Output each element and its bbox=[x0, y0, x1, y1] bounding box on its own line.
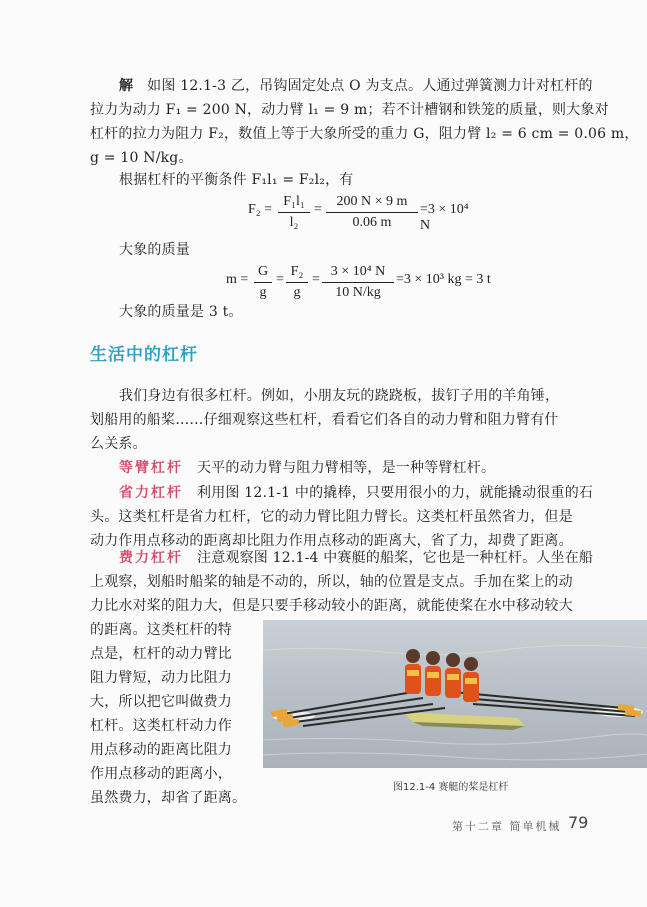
wrap-line-2: 点是，杠杆的动力臂比 bbox=[90, 646, 232, 662]
formula-mass-eq1: = bbox=[276, 272, 284, 287]
force-costing-text-1: 注意观察图 12.1-4 中赛艇的船桨，它也是一种杠杆。人坐在船 bbox=[197, 550, 594, 566]
solution-text-1: 如图 12.1-3 乙，吊钩固定处点 O 为支点。人通过弹簧测力计对杠杆的 bbox=[147, 78, 593, 94]
solution-line-4: g = 10 N/kg。 bbox=[90, 150, 193, 166]
wrap-line-1: 的距离。这类杠杆的特 bbox=[90, 622, 232, 638]
frac2-numerator: 200 N × 9 m bbox=[326, 192, 418, 213]
solution-line-3: 杠杆的拉力为阻力 F₂，数值上等于大象所受的重力 G，阻力臂 l₂ = 6 cm = 0.06 m， bbox=[90, 126, 639, 142]
wrap-line-4: 大，所以把它叫做费力 bbox=[90, 694, 232, 710]
rowing-photo bbox=[263, 620, 647, 768]
wrap-line-6: 用点移动的距离比阻力 bbox=[90, 742, 232, 758]
force-costing-line-1 bbox=[119, 546, 593, 570]
formula-mass-frac2 bbox=[286, 262, 308, 303]
equal-arm-paragraph bbox=[119, 456, 495, 480]
rower-2 bbox=[425, 651, 441, 696]
frac1-numerator: F₁l₁ bbox=[278, 192, 310, 213]
intro-line-2: 划船用的船桨……仔细观察这些杠杆，看看它们各自的动力臂和阻力臂有什 bbox=[90, 412, 559, 428]
intro-line-1: 我们身边有很多杠杆。例如，小朋友玩的跷跷板，拔钉子用的羊角锤， bbox=[119, 388, 560, 404]
mass-frac2-denominator: g bbox=[293, 285, 301, 300]
force-costing-line-3: 力比水对桨的阻力大，但是只要手移动较小的距离，就能使桨在水中移动较大 bbox=[90, 598, 573, 614]
frac2-denominator: 0.06 m bbox=[352, 215, 392, 230]
mass-frac1-denominator: g bbox=[259, 285, 267, 300]
rower-3 bbox=[445, 653, 461, 698]
equal-arm-text: 天平的动力臂与阻力臂相等，是一种等臂杠杆。 bbox=[197, 460, 496, 476]
force-saving-keyword: 省力杠杆 bbox=[119, 485, 183, 501]
formula-mass-frac1 bbox=[254, 262, 272, 303]
formula-f2-result: =3 × 10⁴ N bbox=[420, 202, 469, 233]
footer-chapter: 第十二章 简单机械 bbox=[452, 820, 562, 833]
solution-label: 解 bbox=[119, 78, 134, 94]
formula-f2-eq: = bbox=[314, 202, 322, 217]
page-number: 79 bbox=[568, 813, 589, 832]
mass-conclusion: 大象的质量是 3 t。 bbox=[119, 304, 243, 320]
balance-condition-line: 根据杠杆的平衡条件 F₁l₁ = F₂l₂，有 bbox=[119, 172, 354, 188]
mass-frac1-numerator: G bbox=[254, 262, 272, 283]
formula-f2-frac2 bbox=[326, 192, 418, 233]
figure-caption: 图12.1-4 赛艇的桨是杠杆 bbox=[393, 782, 509, 793]
force-saving-line-2: 头。这类杠杆是省力杠杆，它的动力臂比阻力臂长。这类杠杆虽然省力，但是 bbox=[90, 509, 573, 525]
wrap-line-8: 虽然费力，却省了距离。 bbox=[90, 790, 247, 806]
rower-1 bbox=[405, 649, 421, 694]
solution-line-2: 拉力为动力 F₁ = 200 N，动力臂 l₁ = 9 m；若不计槽钢和铁笼的质量，则大象对 bbox=[90, 102, 609, 118]
mass-frac2-numerator: F₂ bbox=[286, 262, 308, 283]
equal-arm-keyword: 等臂杠杆 bbox=[119, 460, 183, 476]
force-saving-text-1: 利用图 12.1-1 中的撬棒，只要用很小的力，就能撬动很重的石 bbox=[197, 485, 594, 501]
formula-f2 bbox=[248, 192, 478, 240]
formula-mass-result: =3 × 10³ kg = 3 t bbox=[396, 272, 491, 287]
formula-mass-eq2: = bbox=[312, 272, 320, 287]
force-costing-line-2: 上观察，划船时船桨的轴是不动的，所以，轴的位置是支点。手加在桨上的动 bbox=[90, 574, 573, 590]
wrap-line-3: 阻力臂短，动力比阻力 bbox=[90, 670, 232, 686]
mass-frac3-numerator: 3 × 10⁴ N bbox=[322, 262, 394, 283]
rowing-illustration bbox=[263, 620, 647, 768]
formula-mass-lhs: m = bbox=[226, 272, 249, 287]
rower-4 bbox=[463, 657, 479, 702]
formula-f2-frac1 bbox=[278, 192, 310, 233]
intro-line-3: 么关系。 bbox=[90, 436, 147, 452]
frac1-denominator: l₂ bbox=[289, 215, 299, 230]
formula-f2-lhs: F₂ = bbox=[248, 202, 273, 217]
force-saving-line-3: 动力作用点移动的距离却比阻力作用点移动的距离大，省了力，却费了距离。 bbox=[90, 533, 573, 549]
force-saving-line-1 bbox=[119, 481, 593, 505]
wrap-line-5: 杠杆。这类杠杆动力作 bbox=[90, 718, 232, 734]
mass-frac3-denominator: 10 N/kg bbox=[335, 285, 381, 300]
section-heading: 生活中的杠杆 bbox=[90, 345, 198, 365]
mass-label: 大象的质量 bbox=[119, 242, 190, 258]
force-costing-keyword: 费力杠杆 bbox=[119, 550, 183, 566]
formula-mass bbox=[226, 262, 526, 310]
formula-mass-frac3 bbox=[322, 262, 394, 303]
wrap-line-7: 作用点移动的距离小， bbox=[90, 766, 232, 782]
solution-line-1 bbox=[119, 74, 593, 98]
